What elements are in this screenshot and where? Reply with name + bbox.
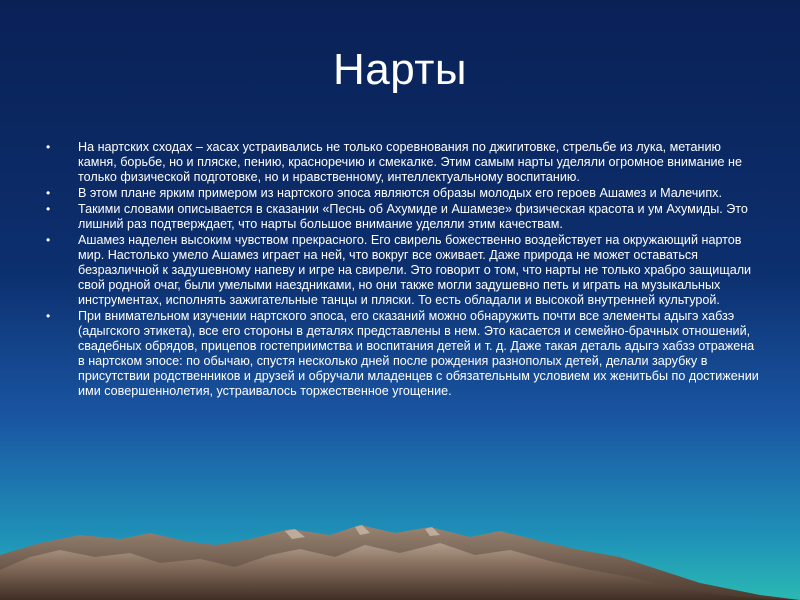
bullet-icon: • — [46, 202, 51, 216]
bullet-paragraph-5 — [46, 309, 761, 399]
slide-title: Нарты — [332, 45, 468, 94]
paragraph-text: Ашамез наделен высоким чувством прекрасного. Его свирель божественно воздействует на окружающий нартов мир. Настолько умело Ашамез играет на ней, что вокруг все оживает. Даже природа не может оставаться безразличной к задушевному напеву и игре на свирели. Это говорит о том, что нарты не только храбро защищали свой родной очаг, были умелыми наездниками, но они также могли задушевно петь и играть на музыкальных инструментах, исполнять зажигательные танцы и пляски. То есть обладали и высокой внутренней культурой. — [78, 233, 752, 307]
bullet-paragraph-4 — [46, 233, 761, 308]
bullet-paragraph-1 — [46, 140, 761, 185]
paragraph-text: Такими словами описывается в сказании «Песнь об Ахумиде и Ашамезе» физическая красота и ум Ахумиды. Это лишний раз подтверждает, что нарты большое внимание уделяли этим качествам. — [78, 202, 748, 231]
mountains-illustration — [0, 515, 800, 600]
bullet-icon: • — [46, 140, 51, 154]
paragraph-text: В этом плане ярким примером из нартского эпоса являются образы молодых его героев Ашамез и Малечипх. — [78, 186, 722, 200]
bullet-icon: • — [46, 233, 51, 247]
bullet-icon: • — [46, 309, 51, 323]
bullet-paragraph-2 — [46, 186, 761, 201]
paragraph-text: На нартских сходах – хасах устраивались не только соревнования по джигитовке, стрельбе из лука, метанию камня, борьбе, но и пляске, пению, красноречию и смекалке. Этим самым нарты уделяли огромное внимание не только физической подготовке, но и нравственному, интеллектуальному воспитанию. — [78, 140, 743, 184]
bullet-paragraph-3 — [46, 202, 761, 232]
paragraph-text: При внимательном изучении нартского эпоса, его сказаний можно обнаружить почти все элементы адыгэ хабзэ (адыгского этикета), все его стороны в деталях представлены в нем. Это касается и семейно-брачных отношений, свадебных обрядов, прицепов гостеприимства и воспитания детей и т. д. Даже такая деталь адыгэ хабзэ отражена в нартском эпосе: по обычаю, спустя несколько дней после рождения разнополых детей, делали зарубку в присутствии родственников и друзей и обручали младенцев с обязательным условием их женитьбы по достижении ими совершеннолетия, устраивалось торжественное угощение. — [78, 309, 759, 398]
slide-content — [46, 140, 761, 400]
bullet-icon: • — [46, 186, 51, 200]
